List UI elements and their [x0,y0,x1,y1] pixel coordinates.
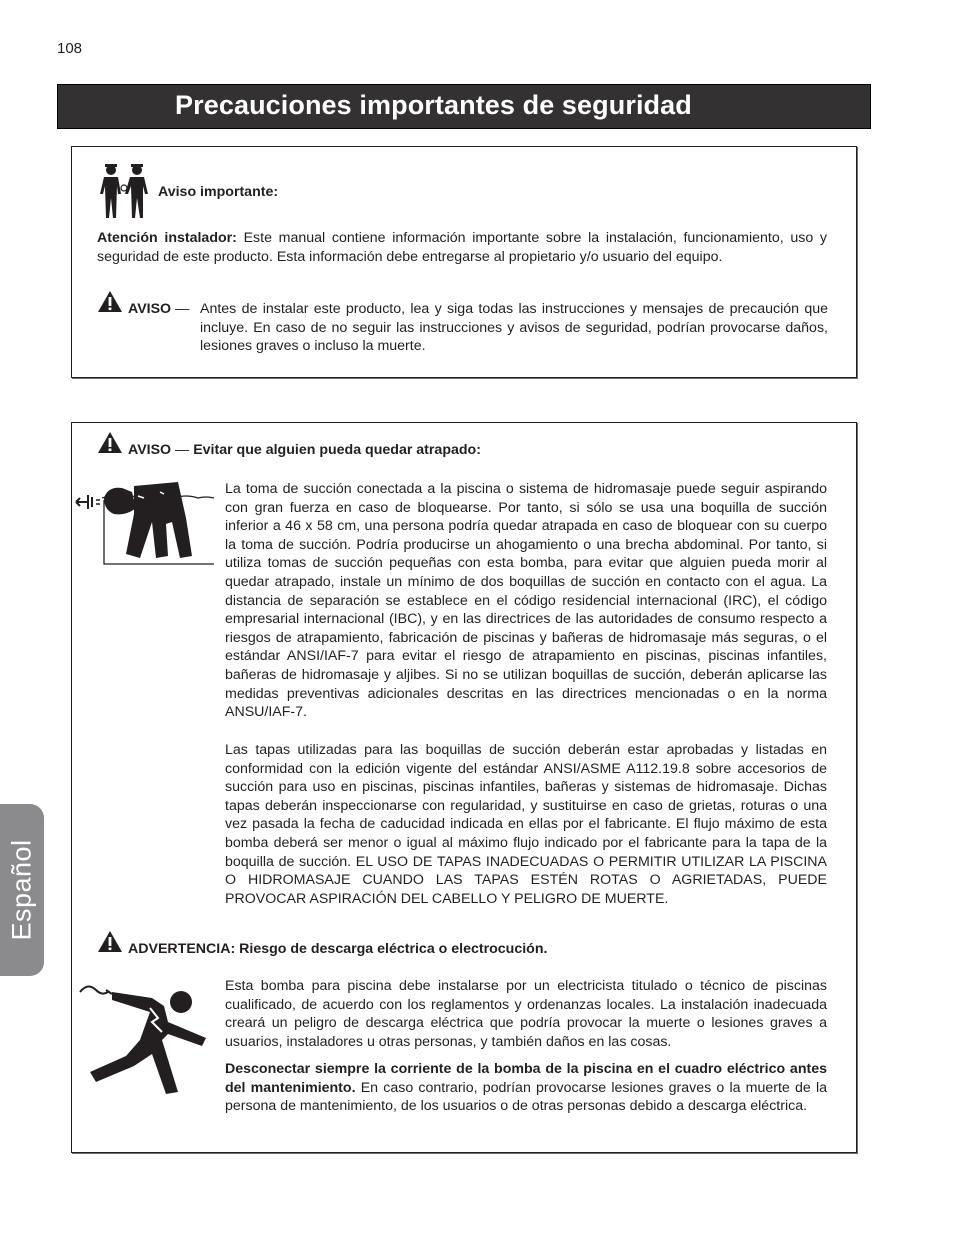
entrapment-paragraph-2: Las tapas utilizadas para las boquillas de succión deberán estar aprobadas y listadas en conformidad con la edición vigente del estándar ANSI/ASME A112.19.8 sobre accesorios de succión para uso en piscinas, piscinas infantiles, bañeras y sistemas de hidromasaje. Dichas tapas deberán inspeccionarse con regularidad, y sustituirse en caso de grietas, roturas o una vez pasada la fecha de caducidad indicada en ellas por el fabricante. El flujo máximo de esta bomba deberá ser menor o igual al máximo flujo indicado por el fabricante para la tapa de la boquilla de succión. EL USO DE TAPAS INADECUADAS O PERMITIR UTILIZAR LA PISCINA O HIDROMASAJE CUANDO LAS TAPAS ESTÉN ROTAS O AGRIETADAS, PUEDE PROVOCAR ASPIRACIÓN DEL CABELLO Y PELIGRO DE MUERTE. [225,742,827,907]
aviso-text: Antes de instalar este producto, lea y siga todas las instrucciones y mensajes de precaución que incluye. En caso de no seguir las instrucciones y avisos de seguridad, podrían provocarse daños, lesiones graves o incluso la muerte. [200,301,828,355]
installer-paragraph: Atención instalador: Este manual contiene información importante sobre la instalación, funcionamiento, uso y seguridad de este producto. Esta información debe entregarse al propietario y/o usuario del equipo. [97,230,827,265]
aviso-label: AVISO — [128,301,190,317]
installer-label: Atención instalador: [97,230,237,246]
warning-triangle-icon [97,431,123,454]
important-notice-label: Aviso importante: [158,184,279,200]
title-bar [57,84,871,129]
electrocution-hazard-icon [78,978,210,1096]
warning-triangle-icon [97,290,123,313]
page-title: Precauciones importantes de seguridad [175,90,692,120]
entrapment-paragraph-1: La toma de succión conectada a la piscina o sistema de hidromasaje puede seguir aspirando con gran fuerza en caso de bloquearse. Por tanto, si sólo se usa una boquilla de succión inferior a 46 x 58 cm, una persona podría quedar atrapada en caso de bloquear con su cuerpo la toma de succión. Podría producirse un ahogamiento o una brecha abdominal. Por tanto, si utiliza tomas de succión pequeñas con esta bomba, para evitar que alguien pueda morir al quedar atrapado, instale un mínimo de dos boquillas de succión en contacto con el agua. La distancia de separación se establece en el código residencial internacional (IRC), el código empresarial internacional (IBC), y en las directrices de las autoridades de consumo respecto a riesgos de atrapamiento, fabricación de piscinas y bañeras de hidromasaje más seguras, o el estándar ANSI/IAF-7 para evitar el riesgo de atrapamiento en piscinas, piscinas infantiles, bañeras de hidromasaje y aljibes. Si no se utilizan boquillas de succión, deberán aplicarse las medidas preventivas adicionales descritas en las directrices mencionadas o en la norma ANSU/IAF-7. [225,481,827,721]
electrocution-paragraph-2: Desconectar siempre la corriente de la bomba de la piscina en el cuadro eléctrico antes del mantenimiento. En caso contrario, podrían provocarse lesiones graves o la muerte de la persona de mantenimiento, de los usuarios o de otras personas debido a descarga eléctrica. [225,1061,827,1115]
people-icon [97,162,152,219]
warning-triangle-icon [97,930,123,953]
language-tab [0,804,44,976]
entrapment-hazard-icon [74,478,216,566]
entrapment-heading: AVISO — Evitar que alguien pueda quedar atrapado: [128,442,481,458]
electrocution-paragraph-1: Esta bomba para piscina debe instalarse por un electricista titulado o técnico de piscinas cualificado, de acuerdo con los reglamentos y ordenanzas locales. La instalación inadecuada creará un peligro de descarga eléctrica que podría provocar la muerte o lesiones graves a usuarios, instaladores u otras personas, y también daños en las cosas. [225,978,827,1050]
electrocution-heading: ADVERTENCIA: Riesgo de descarga eléctrica o electrocución. [128,941,548,957]
language-tab-label: Español [6,839,37,941]
page-number: 108 [57,40,83,57]
disconnect-power-instruction: Desconectar siempre la corriente de la bomba de la piscina en el cuadro eléctrico antes del mantenimiento. [225,1061,827,1096]
